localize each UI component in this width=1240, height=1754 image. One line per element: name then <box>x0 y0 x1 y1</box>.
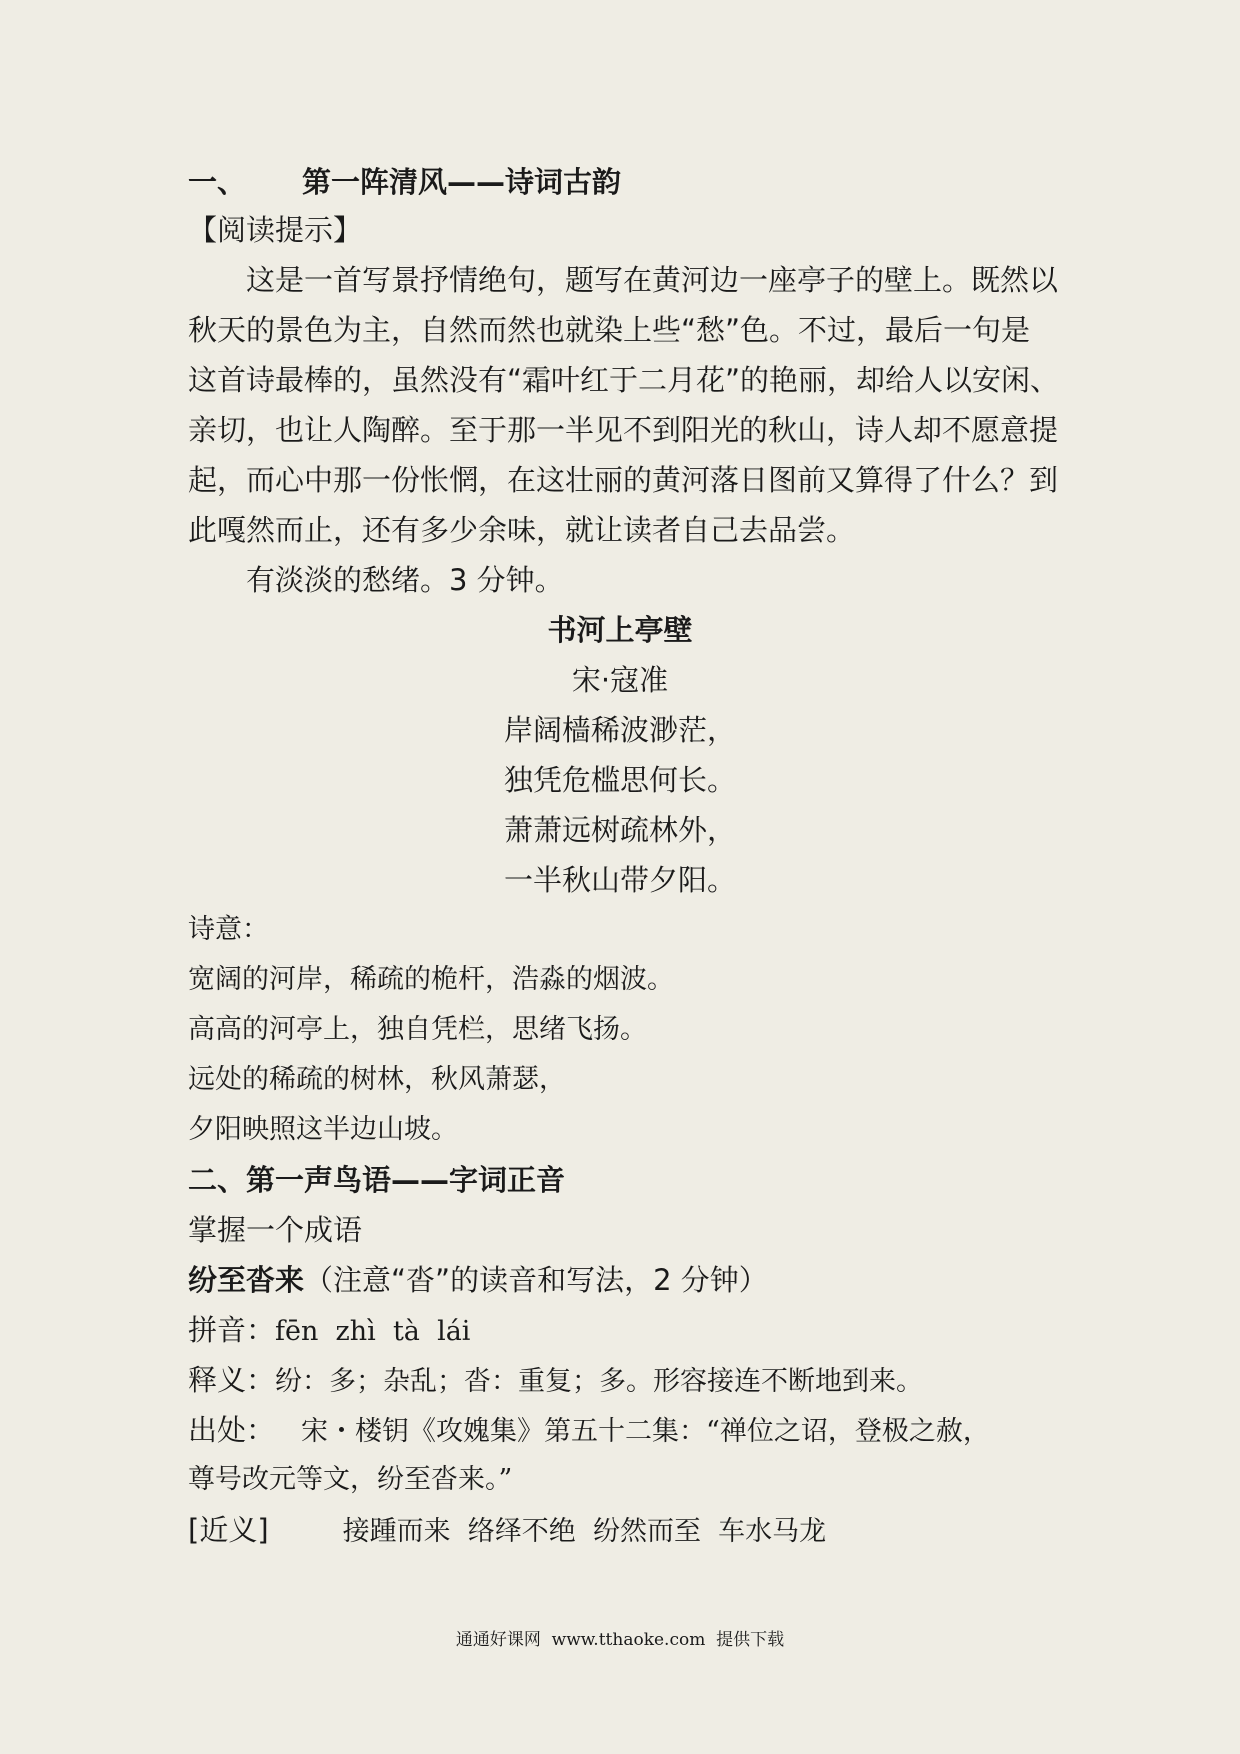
idiom-term: 纷至沓来 <box>188 1263 305 1297</box>
synonym-line <box>188 1510 826 1552</box>
pinyin-value: fēn zhì tà lái <box>275 1316 471 1347</box>
paragraph-line: 起，而心中那一份怅惘，在这壮丽的黄河落日图前又算得了什么？到 <box>188 463 1059 497</box>
source-line <box>188 1410 990 1452</box>
idiom-line <box>188 1260 768 1300</box>
section1-heading <box>188 162 621 202</box>
reading-hint-label: 【阅读提示】 <box>188 213 363 247</box>
page-footer: 通通好课网 www.tthaoke.com 提供下载 <box>455 1630 785 1650</box>
section1-number: 一、 <box>188 165 247 199</box>
paragraph-line: 亲切，也让人陶醉。至于那一半见不到阳光的秋山，诗人却不愿意提 <box>188 413 1059 447</box>
definition-label: 释义： <box>188 1363 276 1397</box>
poem-line: 岸阔樯稀波渺茫， <box>503 713 736 747</box>
definition-line <box>188 1360 923 1402</box>
idiom-note: （注意“沓”的读音和写法，2 分钟） <box>304 1263 768 1297</box>
section1-title: 第一阵清风——诗词古韵 <box>302 165 622 199</box>
poem-meaning-line: 夕阳映照这半边山坡。 <box>188 1114 458 1145</box>
poem-line: 独凭危槛思何长。 <box>503 763 736 797</box>
definition-value: 纷：多；杂乱；沓：重复；多。形容接连不断地到来。 <box>275 1366 924 1397</box>
poem-meaning-line: 高高的河亭上，独自凭栏，思绪飞扬。 <box>188 1014 647 1045</box>
paragraph-line: 秋天的景色为主，自然而然也就染上些“愁”色。不过，最后一句是 <box>188 313 1031 347</box>
paragraph-line: 这是一首写景抒情绝句，题写在黄河边一座亭子的壁上。既然以 <box>246 263 1059 297</box>
source-value: 宋・楼钥《攻媿集》第五十二集：“禅位之诏，登极之赦， <box>301 1416 990 1447</box>
poem-title: 书河上亭壁 <box>547 613 693 647</box>
pinyin-line <box>188 1310 470 1352</box>
poem-line: 萧萧远树疏林外， <box>503 813 736 847</box>
section2-subtitle: 掌握一个成语 <box>188 1213 363 1247</box>
source-continuation: 尊号改元等文，纷至沓来。” <box>188 1464 513 1495</box>
poem-author: 宋·寇准 <box>571 663 669 697</box>
section2-heading: 二、第一声鸟语——字词正音 <box>188 1163 566 1197</box>
paragraph-line: 这首诗最棒的，虽然没有“霜叶红于二月花”的艳丽，却给人以安闲、 <box>188 363 1060 397</box>
poem-meaning-line: 宽阔的河岸，稀疏的桅杆，浩淼的烟波。 <box>188 964 674 995</box>
pinyin-label: 拼音： <box>188 1313 276 1347</box>
paragraph-line: 此嘎然而止，还有多少余味，就让读者自己去品尝。 <box>188 513 856 547</box>
poem-meaning-line: 远处的稀疏的树林，秋风萧瑟， <box>188 1064 566 1095</box>
poem-meaning-label: 诗意： <box>188 914 269 945</box>
synonym-list: 接踵而来 络绎不绝 纷然而至 车水马龙 <box>342 1516 827 1547</box>
poem-line: 一半秋山带夕阳。 <box>503 863 736 897</box>
source-label: 出处： <box>188 1413 276 1447</box>
synonym-label: [近义] <box>188 1513 269 1547</box>
time-note: 有淡淡的愁绪。3 分钟。 <box>246 563 564 597</box>
